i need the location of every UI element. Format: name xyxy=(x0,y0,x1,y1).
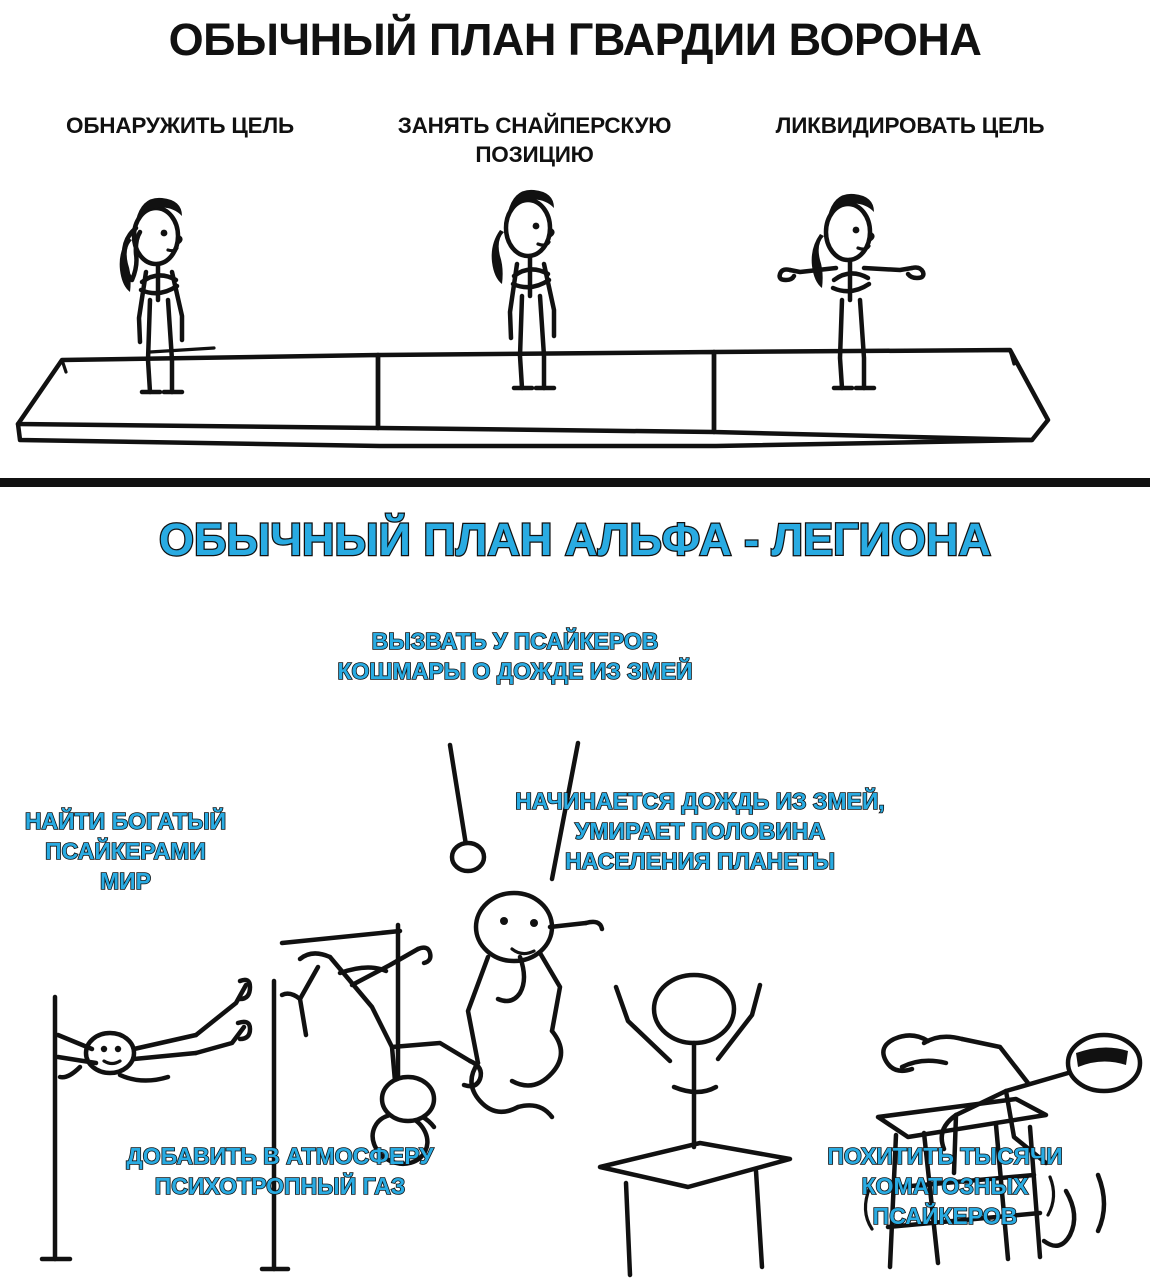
panel-bottom-caption-3: НАЧИНАЕТСЯ ДОЖДЬ ИЗ ЗМЕЙ, УМИРАЕТ ПОЛОВИНА НАСЕЛЕНИЯ ПЛАНЕТЫ xyxy=(515,788,885,874)
stick-figure-standing-left xyxy=(120,198,182,392)
panel-bottom-caption-5: ПОХИТИТЬ ТЫСЯЧИ КОМАТОЗНЫХ ПСАЙКЕРОВ xyxy=(827,1143,1063,1229)
panel-divider xyxy=(0,478,1150,487)
stick-figure-on-rings xyxy=(382,893,602,1121)
panel-top-caption-1: ОБНАРУЖИТЬ ЦЕЛЬ xyxy=(66,113,294,138)
panel-bottom-caption-2: ВЫЗВАТЬ У ПСАЙКЕРОВ КОШМАРЫ О ДОЖДЕ ИЗ ЗМЕЙ xyxy=(337,628,693,684)
panel-bottom-caption-1: НАЙТИ БОГАТЫЙ ПСАЙКЕРАМИ МИР xyxy=(24,808,227,894)
stick-figure-arms-out-right xyxy=(780,194,924,388)
panel-bottom xyxy=(0,487,1150,1280)
panel-top-title: ОБЫЧНЫЙ ПЛАН ГВАРДИИ ВОРОНА xyxy=(168,14,982,65)
panel-top-caption-3: ЛИКВИДИРОВАТЬ ЦЕЛЬ xyxy=(775,113,1045,138)
stick-figure-standing-center xyxy=(492,190,554,388)
stick-figure-hanging-pole-left xyxy=(58,980,250,1073)
vault-table xyxy=(600,1143,790,1275)
panel-top xyxy=(0,0,1150,484)
panel-bottom-title: ОБЫЧНЫЙ ПЛАН АЛЬФА - ЛЕГИОНА xyxy=(158,514,992,565)
panel-bottom-caption-4: ДОБАВИТЬ В АТМОСФЕРУ ПСИХОТРОПНЫЙ ГАЗ xyxy=(126,1143,434,1199)
stick-figure-on-vault xyxy=(616,975,760,1147)
panel-top-caption-2: ЗАНЯТЬ СНАЙПЕРСКУЮ ПОЗИЦИЮ xyxy=(397,113,672,167)
panel-top-artwork xyxy=(0,0,1150,484)
stick-figure-upside-down-bar xyxy=(282,948,481,1173)
